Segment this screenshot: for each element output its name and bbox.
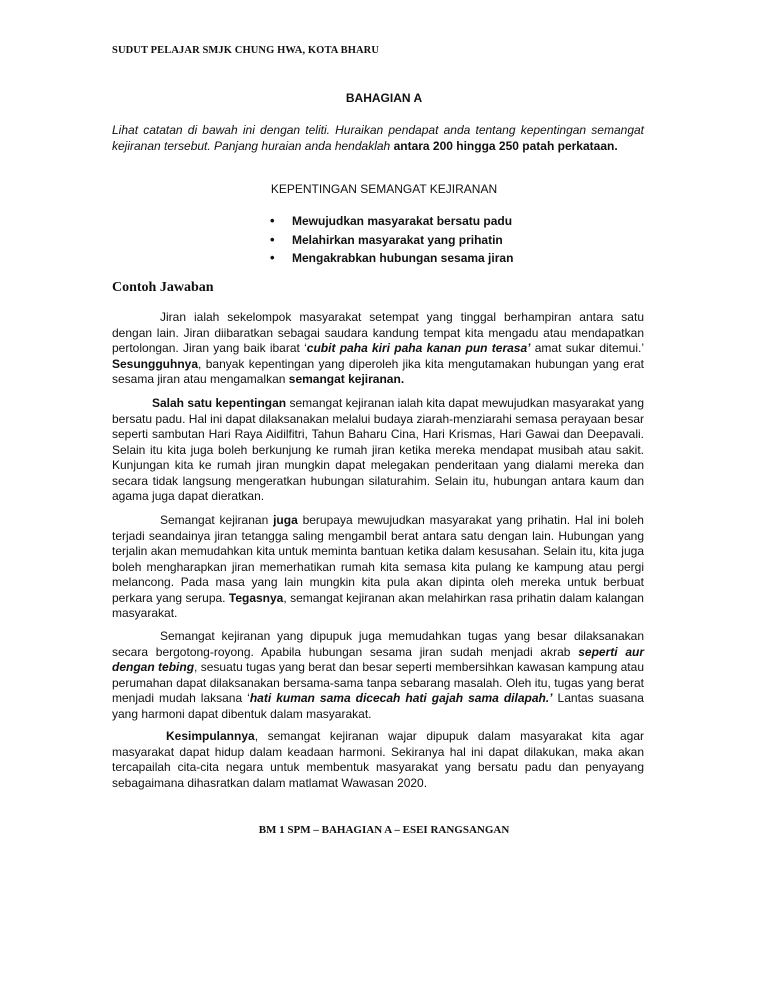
- page-header: SUDUT PELAJAR SMJK CHUNG HWA, KOTA BHARU: [112, 45, 380, 56]
- text-run: Lantas suasana yang harmoni dapat dibentuk dalam masyarakat.: [112, 691, 644, 721]
- list-item: • Melahirkan masyarakat yang prihatin: [270, 231, 513, 250]
- paragraph-point-3: [112, 629, 644, 722]
- instruction-bold: antara 200 hingga 250 patah perkataan.: [393, 138, 618, 153]
- paragraph-point-2: [112, 513, 644, 622]
- text-run: Semangat kejiranan: [160, 513, 274, 527]
- paragraph-point-1: [112, 396, 644, 505]
- section-title: BAHAGIAN A: [345, 91, 423, 105]
- peribahasa: hati kuman sama dicecah hati gajah sama dilapah.’: [249, 691, 553, 705]
- text-run: Jiran ialah sekelompok masyarakat setempat yang tinggal berhampiran antara satu dengan lain. Jiran diibaratkan sebagai saudara kandung tempat kita mengadu atau mendapatkan pertolongan. Jiran yang baik ibarat ‘: [112, 310, 644, 355]
- keyword: Salah satu kepentingan: [152, 396, 287, 410]
- keyword: juga: [273, 513, 298, 527]
- text-run: berupaya mewujudkan masyarakat yang prihatin. Hal ini boleh terjadi seandainya jiran tetangga saling mengambil berat antara satu dengan lain. Hubungan yang terjalin akan memudahkan kita untuk meminta bantuan ketika dalam kesusahan. Selain itu, kita juga boleh mengharapkan jiran memerhatikan rumah kita semasa kita pulang ke kampung atau pergi melancong. Pada masa yang lain mungkin kita pula akan dipinta oleh mereka untuk berbuat perkara yang serupa.: [112, 513, 644, 605]
- page-footer: BM 1 SPM – BAHAGIAN A – ESEI RANGSANGAN: [258, 824, 510, 836]
- topic-title: KEPENTINGAN SEMANGAT KEJIRANAN: [270, 182, 498, 196]
- text-run: , sesuatu tugas yang berat dan besar seperti membersihkan kawasan kampung atau perumahan dapat dilaksanakan bersama-sama tanpa sebarang masalah. Oleh itu, tugas yang berat menjadi mudah laksana ‘: [112, 660, 644, 705]
- text-run: , semangat kejiranan akan melahirkan rasa prihatin dalam kalangan masyarakat.: [112, 590, 644, 620]
- text-run: , banyak kepentingan yang diperoleh jika kita mengutamakan hubungan yang erat sesama jiran atau mengamalkan: [112, 356, 644, 386]
- keyword: Sesungguhnya: [112, 356, 199, 371]
- keyword: Kesimpulannya: [166, 729, 255, 743]
- text-run: amat sukar ditemui.’: [530, 341, 644, 355]
- peribahasa: seperti aur dengan tebing: [112, 644, 645, 674]
- text-run: Semangat kejiranan yang dipupuk juga memudahkan tugas yang besar dilaksanakan secara bergotong-royong. Apabila hubungan sesama jiran sudah menjadi akrab: [112, 629, 644, 659]
- instruction-italic: Lihat catatan di bawah ini dengan teliti. Huraikan pendapat anda tentang kepentingan semangat kejiranan tersebut. Panjang huraian anda hendaklah: [112, 123, 644, 153]
- bullet-list: [270, 212, 513, 268]
- paragraph-intro: [112, 310, 644, 388]
- list-item: • Mewujudkan masyarakat bersatu padu: [270, 212, 513, 231]
- paragraph-conclusion: [112, 729, 644, 791]
- peribahasa: cubit paha kiri paha kanan pun terasa’: [306, 341, 531, 355]
- list-item: • Mengakrabkan hubungan sesama jiran: [270, 249, 513, 268]
- contoh-heading: Contoh Jawaban: [112, 280, 214, 295]
- text-run: , semangat kejiranan wajar dipupuk dalam masyarakat kita agar masyarakat dapat hidup dalam keadaan harmoni. Sekiranya hal ini dapat dilakukan, maka akan tercapailah cita-cita negara untuk membentuk masyarakat yang bersatu padu dan penyayang sebagaimana dihasratkan dalam matlamat Wawasan 2020.: [112, 729, 644, 790]
- text-run: semangat kejiranan ialah kita dapat mewujudkan masyarakat yang bersatu padu. Hal ini dapat dilaksanakan melalui budaya ziarah-menziarahi semasa perayaan besar seperti sambutan Hari Raya Aidilfitri, Tahun Baharu Cina, Hari Krismas, Hari Gawai dan Deepavali. Selain itu kita juga boleh berkunjung ke rumah jiran ketika mereka mendapat musibah atau sakit. Kunjungan kita ke rumah jiran mungkin dapat melegakan penderitaan yang dialami mereka dan secara tidak langsung mengeratkan hubungan silaturahim. Selain itu, hubungan antara kaum dan agama juga dapat dieratkan.: [112, 396, 644, 503]
- keyword: Tegasnya: [228, 590, 284, 605]
- keyword: semangat kejiranan.: [288, 372, 405, 386]
- instruction-text: [112, 123, 644, 154]
